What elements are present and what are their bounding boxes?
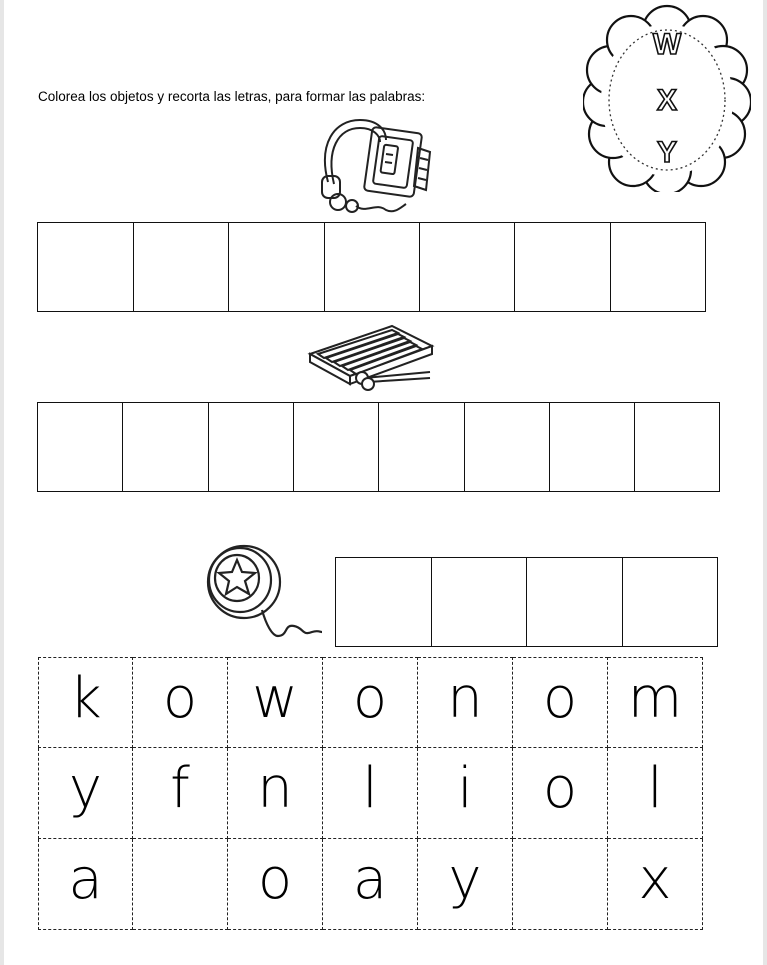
letter-box[interactable]	[420, 222, 515, 312]
cutout-letter[interactable]: n	[418, 657, 513, 748]
cutout-letter[interactable]	[513, 839, 608, 930]
letter-box[interactable]	[611, 222, 706, 312]
cutout-letter[interactable]: n	[228, 748, 323, 839]
cutout-letter[interactable]: f	[133, 748, 228, 839]
xylophone-icon	[306, 322, 436, 396]
letter-box[interactable]	[527, 557, 623, 647]
word-boxes-xylophone	[37, 402, 720, 492]
cutout-letters-grid	[38, 657, 703, 930]
letter-box[interactable]	[379, 402, 465, 492]
cutout-letter[interactable]: o	[513, 657, 608, 748]
letter-box[interactable]	[38, 222, 134, 312]
page-left-edge	[0, 0, 4, 965]
badge-letter-w: W	[652, 28, 682, 61]
letters-badge	[583, 2, 751, 192]
letter-box[interactable]	[325, 222, 420, 312]
cutout-letter[interactable]: o	[513, 748, 608, 839]
cutout-letter[interactable]: i	[418, 748, 513, 839]
cutout-letter[interactable]: y	[38, 748, 133, 839]
cutout-letter[interactable]: x	[608, 839, 703, 930]
letter-box[interactable]	[623, 557, 718, 647]
cutout-letter[interactable]: y	[418, 839, 513, 930]
letter-box[interactable]	[229, 222, 325, 312]
badge-letter-y: Y	[656, 136, 677, 169]
cutout-letter[interactable]: k	[38, 657, 133, 748]
badge-letter-x: X	[656, 84, 677, 117]
letter-box[interactable]	[336, 557, 432, 647]
letter-box[interactable]	[38, 402, 123, 492]
letter-box[interactable]	[134, 222, 229, 312]
letter-box[interactable]	[123, 402, 209, 492]
instruction-text: Colorea los objetos y recorta las letras, para formar las palabras:	[38, 89, 426, 104]
cutout-letter[interactable]: l	[323, 748, 418, 839]
walkman-icon	[316, 114, 440, 218]
letter-box[interactable]	[432, 557, 527, 647]
yoyo-icon	[202, 540, 326, 650]
cutout-letter[interactable]	[133, 839, 228, 930]
letter-box[interactable]	[294, 402, 379, 492]
letter-box[interactable]	[209, 402, 294, 492]
cutout-letter[interactable]: o	[323, 657, 418, 748]
cutout-letter[interactable]: o	[133, 657, 228, 748]
letter-box[interactable]	[635, 402, 720, 492]
cutout-letter[interactable]: o	[228, 839, 323, 930]
cutout-letter[interactable]: m	[608, 657, 703, 748]
cutout-letter[interactable]: w	[228, 657, 323, 748]
cutout-letter[interactable]: a	[323, 839, 418, 930]
word-boxes-walkman	[37, 222, 706, 312]
letter-box[interactable]	[465, 402, 550, 492]
letter-box[interactable]	[515, 222, 611, 312]
word-boxes-yoyo	[335, 557, 718, 647]
page-right-edge	[763, 0, 767, 965]
cutout-letter[interactable]: a	[38, 839, 133, 930]
cutout-letter[interactable]: l	[608, 748, 703, 839]
letter-box[interactable]	[550, 402, 635, 492]
